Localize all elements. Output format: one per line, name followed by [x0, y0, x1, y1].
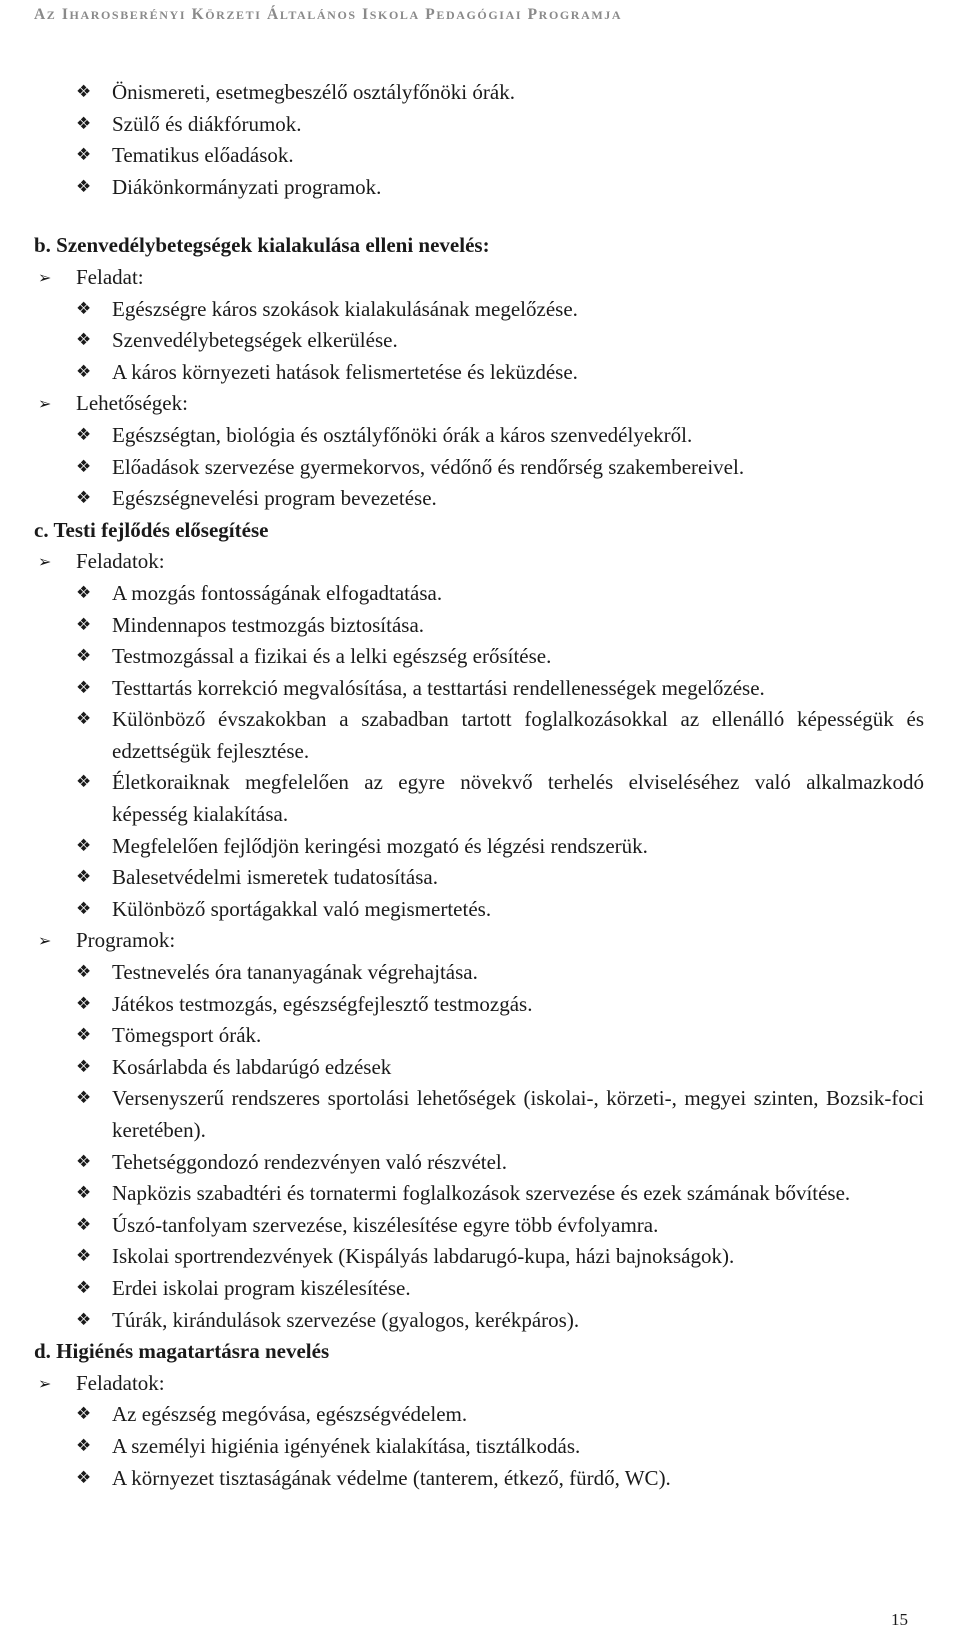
diamond-bullet-icon: ❖: [76, 677, 92, 698]
list-item: ❖ Egészségtan, biológia és osztályfőnöki órák a káros szenvedélyekről.: [34, 420, 924, 452]
list-item: ❖ Különböző évszakokban a szabadban tartott foglalkozásokkal az ellenálló képességük és edzettségük fejlesztése.: [34, 704, 924, 767]
list-item: ❖ Túrák, kirándulások szervezése (gyalogos, kerékpáros).: [34, 1305, 924, 1337]
diamond-bullet-icon: ❖: [76, 772, 92, 793]
section-title-c: c. Testi fejlődés elősegítése: [34, 517, 269, 542]
diamond-bullet-icon: ❖: [76, 1277, 92, 1298]
page-number: 15: [891, 1610, 908, 1629]
list-item: ❖ Életkoraiknak megfelelően az egyre növekvő terhelés elviseléséhez való alkalmazkodó képesség kialakítása.: [34, 767, 924, 830]
document-body: [34, 77, 924, 1494]
list-item: ❖ Előadások szervezése gyermekorvos, védőnő és rendőrség szakembereivel.: [34, 452, 924, 484]
diamond-bullet-icon: ❖: [76, 330, 92, 351]
diamond-bullet-icon: ❖: [76, 298, 92, 319]
list-item: ❖ Testtartás korrekció megvalósítása, a testtartási rendellenességek megelőzése.: [34, 673, 924, 705]
list-item: ❖ Játékos testmozgás, egészségfejlesztő testmozgás.: [34, 989, 924, 1021]
list-item: ❖ Szenvedélybetegségek elkerülése.: [34, 325, 924, 357]
group-label: ➢ Feladatok:: [34, 1368, 924, 1400]
diamond-bullet-icon: ❖: [76, 1025, 92, 1046]
arrow-bullet-icon: ➢: [38, 552, 52, 572]
arrow-bullet-icon: ➢: [38, 394, 52, 414]
diamond-bullet-icon: ❖: [76, 1214, 92, 1235]
list-item: ❖ Különböző sportágakkal való megismertetés.: [34, 894, 924, 926]
diamond-bullet-icon: ❖: [76, 1435, 92, 1456]
list-item: ❖ Mindennapos testmozgás biztosítása.: [34, 610, 924, 642]
diamond-bullet-icon: ❖: [76, 1151, 92, 1172]
list-item: ❖ A mozgás fontosságának elfogadtatása.: [34, 578, 924, 610]
diamond-bullet-icon: ❖: [76, 113, 92, 134]
diamond-bullet-icon: ❖: [76, 835, 92, 856]
diamond-bullet-icon: ❖: [76, 424, 92, 445]
diamond-bullet-icon: ❖: [76, 176, 92, 197]
diamond-bullet-icon: ❖: [76, 456, 92, 477]
list-item: ❖ Egészségnevelési program bevezetése.: [34, 483, 924, 515]
group-label: ➢ Feladat:: [34, 262, 924, 294]
diamond-bullet-icon: ❖: [76, 1404, 92, 1425]
diamond-bullet-icon: ❖: [76, 993, 92, 1014]
list-item: ❖ Tömegsport órák.: [34, 1020, 924, 1052]
list-item: ❖ Erdei iskolai program kiszélesítése.: [34, 1273, 924, 1305]
list-item: ❖ Tematikus előadások.: [34, 140, 924, 172]
list-item: ❖ Tehetséggondozó rendezvényen való részvétel.: [34, 1147, 924, 1179]
list-item: ❖ Úszó-tanfolyam szervezése, kiszélesítése egyre több évfolyamra.: [34, 1210, 924, 1242]
diamond-bullet-icon: ❖: [76, 1183, 92, 1204]
list-item: ❖ Testmozgással a fizikai és a lelki egészség erősítése.: [34, 641, 924, 673]
diamond-bullet-icon: ❖: [76, 614, 92, 635]
list-item: ❖ Önismereti, esetmegbeszélő osztályfőnöki órák.: [34, 77, 924, 109]
diamond-bullet-icon: ❖: [76, 145, 92, 166]
list-item: ❖ Versenyszerű rendszeres sportolási lehetőségek (iskolai-, körzeti-, megyei szinten, Bozsik-foci keretében).: [34, 1083, 924, 1146]
diamond-bullet-icon: ❖: [76, 1246, 92, 1267]
diamond-bullet-icon: ❖: [76, 582, 92, 603]
diamond-bullet-icon: ❖: [76, 898, 92, 919]
diamond-bullet-icon: ❖: [76, 82, 92, 102]
arrow-bullet-icon: ➢: [38, 1373, 52, 1393]
diamond-bullet-icon: ❖: [76, 1467, 92, 1488]
list-item: ❖ A személyi higiénia igényének kialakítása, tisztálkodás.: [34, 1431, 924, 1463]
group-label: ➢ Lehetőségek:: [34, 388, 924, 420]
list-item: ❖ Az egészség megóvása, egészségvédelem.: [34, 1399, 924, 1431]
list-item: ❖ Napközis szabadtéri és tornatermi foglalkozások szervezése és ezek számának bővítése.: [34, 1178, 924, 1210]
section-title-b: b. Szenvedélybetegségek kialakulása elleni nevelés:: [34, 233, 490, 258]
list-item: ❖ Testnevelés óra tananyagának végrehajtása.: [34, 957, 924, 989]
running-header: AZ IHAROSBERÉNYI KÖRZETI ÁLTALÁNOS ISKOLA PEDAGÓGIAI PROGRAMJA: [34, 6, 623, 23]
list-item: ❖ Egészségre káros szokások kialakulásának megelőzése.: [34, 294, 924, 326]
diamond-bullet-icon: ❖: [76, 962, 92, 983]
diamond-bullet-icon: ❖: [76, 867, 92, 888]
diamond-bullet-icon: ❖: [76, 1088, 92, 1109]
list-item: ❖ A káros környezeti hatások felismertetése és leküzdése.: [34, 357, 924, 389]
list-item: ❖ Szülő és diákfórumok.: [34, 109, 924, 141]
diamond-bullet-icon: ❖: [76, 646, 92, 667]
diamond-bullet-icon: ❖: [76, 361, 92, 382]
group-label: ➢ Feladatok:: [34, 546, 924, 578]
list-item: ❖ A környezet tisztaságának védelme (tanterem, étkező, fürdő, WC).: [34, 1463, 924, 1495]
list-item: ❖ Balesetvédelmi ismeretek tudatosítása.: [34, 862, 924, 894]
group-label: ➢ Programok:: [34, 925, 924, 957]
list-item: ❖ Kosárlabda és labdarúgó edzések: [34, 1052, 924, 1084]
diamond-bullet-icon: ❖: [76, 709, 92, 730]
arrow-bullet-icon: ➢: [38, 931, 52, 951]
section-title-d: d. Higiénés magatartásra nevelés: [34, 1339, 330, 1364]
list-item: ❖ Iskolai sportrendezvények (Kispályás labdarugó-kupa, házi bajnokságok).: [34, 1241, 924, 1273]
diamond-bullet-icon: ❖: [76, 1056, 92, 1077]
diamond-bullet-icon: ❖: [76, 488, 92, 509]
diamond-bullet-icon: ❖: [76, 1309, 92, 1330]
list-item: ❖ Megfelelően fejlődjön keringési mozgató és légzési rendszerük.: [34, 831, 924, 863]
arrow-bullet-icon: ➢: [38, 267, 52, 287]
list-item: ❖ Diákönkormányzati programok.: [34, 172, 924, 204]
